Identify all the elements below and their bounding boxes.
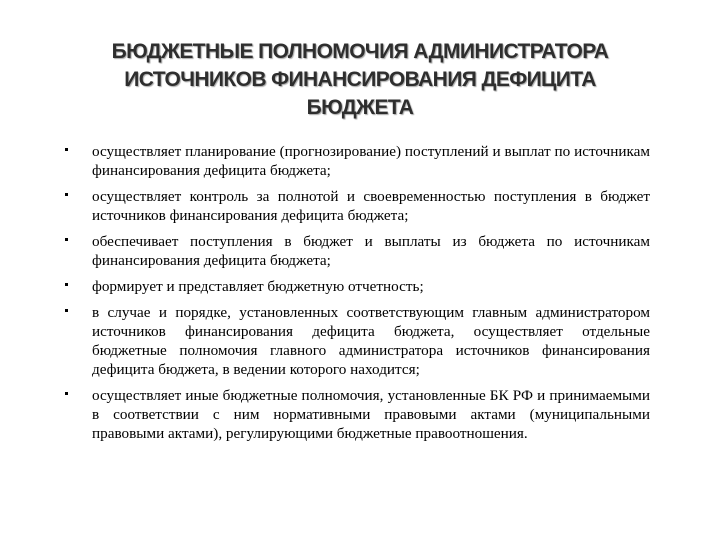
list-item-text: осуществляет иные бюджетные полномочия, установленные БК РФ и принимаемыми в соответствии с ним нормативными правовыми актами (муниципальными правовыми актами), регулирующими бюджетные правоотношения. [92, 387, 650, 442]
list-item [62, 187, 650, 225]
list-item [62, 277, 650, 296]
list-item [62, 386, 650, 443]
list-item-text: обеспечивает поступления в бюджет и выплаты из бюджета по источникам финансирования дефицита бюджета; [92, 233, 650, 269]
list-item [62, 232, 650, 270]
list-item [62, 303, 650, 379]
powers-list [62, 142, 650, 450]
list-item-text: формирует и представляет бюджетную отчетность; [92, 278, 424, 295]
list-item [62, 142, 650, 180]
slide-title [40, 38, 680, 122]
title-line-3: БЮДЖЕТА [306, 96, 414, 119]
list-item-text: осуществляет контроль за полнотой и своевременностью поступления в бюджет источников финансирования дефицита бюджета; [92, 188, 650, 224]
list-item-text: в случае и порядке, установленных соответствующим главным администратором источников финансирования дефицита бюджета, осуществляет отдельные бюджетные полномочия главного администратора источников финансирования дефицита бюджета, в ведении которого находится; [92, 304, 650, 378]
title-line-1: БЮДЖЕТНЫЕ ПОЛНОМОЧИЯ АДМИНИСТРАТОРА [111, 40, 609, 63]
list-item-text: осуществляет планирование (прогнозирование) поступлений и выплат по источникам финансирования дефицита бюджета; [92, 143, 650, 179]
title-line-2: ИСТОЧНИКОВ ФИНАНСИРОВАНИЯ ДЕФИЦИТА [124, 68, 596, 91]
